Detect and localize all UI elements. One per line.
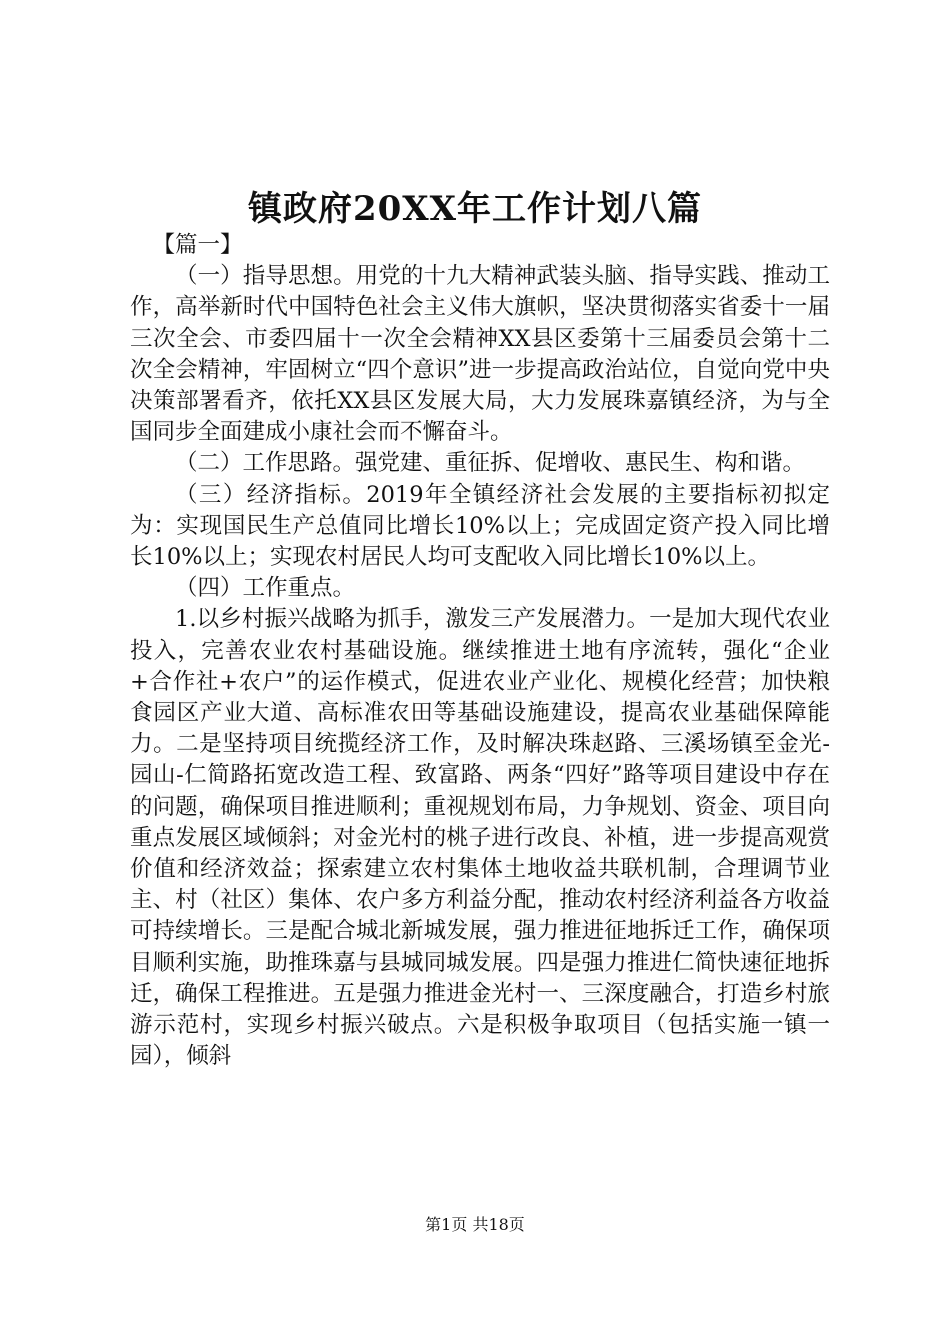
paragraph-rural-revitalization: 1.以乡村振兴战略为抓手，激发三产发展潜力。一是加大现代农业投入，完善农业农村基础设施。继续推进土地有序流转，强化“企业+合作社+农户”的运作模式，促进农业产业化、规模化经营；加快粮食园区产业大道、高标准农田等基础设施建设，提高农业基础保障能力。二是坚持项目统揽经济工作，及时解决珠赵路、三溪场镇至金光-园山-仁简路拓宽改造工程、致富路、两条“四好”路等项目建设中存在的问题，确保项目推进顺利；重视规划布局，力争规划、资金、项目向重点发展区域倾斜；对金光村的桃子进行改良、补植，进一步提高观赏价值和经济效益；探索建立农村集体土地收益共联机制，合理调节业主、村（社区）集体、农户多方利益分配，推动农村经济利益各方收益可持续增长。三是配合城北新城发展，强力推进征地拆迁工作，确保项目顺利实施，助推珠嘉与县城同城发展。四是强力推进仁简快速征地拆迁，确保工程推进。五是强力推进金光村一、三深度融合，打造乡村旅游示范村，实现乡村振兴破点。六是积极争取项目（包括实施一镇一园），倾斜: [130, 606, 830, 1070]
document-body: [130, 230, 830, 1072]
paragraph-economic-indicators: （三）经济指标。2019年全镇经济社会发展的主要指标初拟定为：实现国民生产总值同比增长10%以上；完成固定资产投入同比增长10%以上；实现农村居民人均可支配收入同比增长10%以上。: [130, 481, 830, 571]
section-heading: 【篇一】: [152, 232, 243, 258]
paragraph-work-focus-heading: （四）工作重点。: [175, 575, 356, 602]
paragraph-work-approach: （二）工作思路。强党建、重征拆、促增收、惠民生、构和谐。: [175, 450, 806, 477]
document-title: 镇政府20XX年工作计划八篇: [247, 189, 703, 229]
paragraph-guiding-ideology: （一）指导思想。用党的十九大精神武装头脑、指导实践、推动工作，高举新时代中国特色社会主义伟大旗帜，坚决贯彻落实省委十一届三次全会、市委四届十一次全会精神XX县区委第十三届委员会第十二次全会精神，牢固树立“四个意识”进一步提高政治站位，自觉向党中央决策部署看齐，依托XX县区发展大局，大力发展珠嘉镇经济，为与全国同步全面建成小康社会而不懈奋斗。: [130, 263, 830, 446]
page-footer: 第1页 共18页: [425, 1215, 525, 1234]
